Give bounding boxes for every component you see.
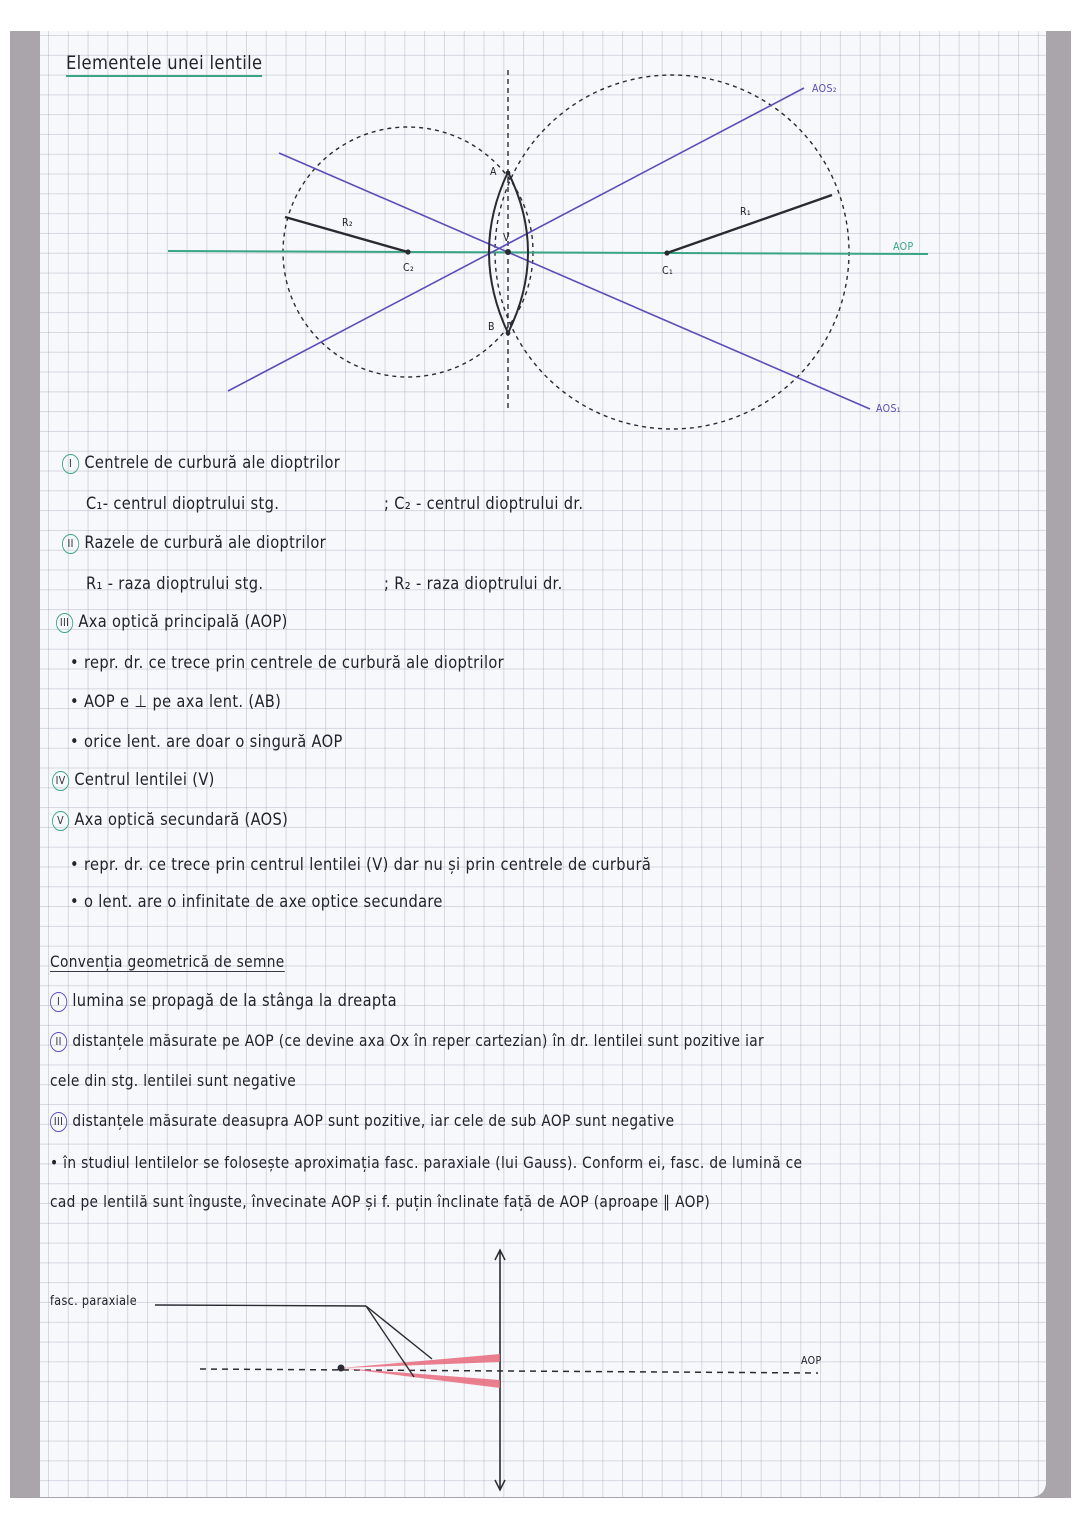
num-badge: IV <box>52 771 69 791</box>
item-text: Razele de curbură ale dioptrilor <box>84 533 326 553</box>
item-text: lumina se propagă de la stânga la dreapta <box>72 991 397 1011</box>
aop-dashed-line <box>200 1369 818 1373</box>
pointer-upper <box>366 1306 432 1359</box>
item-c1: C₁- centrul dioptrului stg. <box>86 494 280 514</box>
convention-ii <box>50 1031 764 1052</box>
page-title-text: Elementele unei lentile <box>66 52 262 77</box>
bullet-aop-3: • orice lent. are doar o singură AOP <box>70 732 343 752</box>
label-r1: R₁ <box>740 205 752 218</box>
item-i <box>62 453 340 474</box>
section-title-sign-convention <box>50 952 285 971</box>
num-badge: V <box>52 811 69 831</box>
item-text: Axa optică principală (AOP) <box>78 612 288 632</box>
bullet-aos-2: • o lent. are o infinitate de axe optice secundare <box>70 892 443 912</box>
convention-ii-cont: cele din stg. lentilei sunt negative <box>50 1071 297 1090</box>
item-text: distanțele măsurate pe AOP (ce devine axa Ox în reper cartezian) în dr. lentilei sunt pozitive iar <box>72 1031 765 1050</box>
label-aos1: AOS₁ <box>876 402 901 415</box>
label-b: B <box>488 320 495 333</box>
section-title-text: Convenția geometrică de semne <box>50 952 285 971</box>
label-aop: AOP <box>893 240 914 253</box>
bullet-aop-1: • repr. dr. ce trece prin centrele de curbură ale dioptrilor <box>70 653 505 673</box>
item-text: Axa optică secundară (AOS) <box>74 810 289 830</box>
point-c1 <box>664 250 669 255</box>
point-b <box>506 331 511 336</box>
item-v <box>52 810 288 831</box>
point-c2 <box>405 249 410 254</box>
num-badge: I <box>62 454 79 474</box>
item-r1: R₁ - raza dioptrului stg. <box>86 574 264 594</box>
item-iii <box>56 612 288 633</box>
num-badge: II <box>62 534 79 554</box>
label-c1: C₁ <box>662 264 674 277</box>
num-badge: III <box>56 613 73 633</box>
radius-r1 <box>667 195 832 253</box>
aop-line <box>168 251 928 254</box>
paraxial-note-cont: cad pe lentilă sunt înguste, învecinate AOP și f. puțin înclinate față de AOP (aproape ∥ AOP) <box>50 1192 711 1211</box>
bullet-aop-2: • AOP e ⊥ pe axa lent. (AB) <box>70 692 282 712</box>
paraxial-beam-upper <box>341 1354 500 1368</box>
item-ii <box>62 533 326 554</box>
num-badge: I <box>50 992 67 1012</box>
item-c2: ; C₂ - centrul dioptrului dr. <box>384 494 584 514</box>
item-text: Centrele de curbură ale dioptrilor <box>84 453 341 473</box>
label-v: V <box>503 231 510 244</box>
paraxial-note: • în studiul lentilelor se folosește aproximația fasc. paraxiale (lui Gauss). Conform ei, fasc. de lumină ce <box>50 1153 803 1172</box>
label-paraxial-beams: fasc. paraxiale <box>50 1294 137 1309</box>
num-badge: III <box>50 1112 67 1132</box>
label-r2: R₂ <box>342 216 354 229</box>
item-text: Centrul lentilei (V) <box>74 770 215 790</box>
label-c2: C₂ <box>403 261 415 274</box>
convention-i <box>50 991 397 1012</box>
point-source <box>338 1365 345 1372</box>
pointer-line <box>155 1305 366 1306</box>
point-a <box>506 171 511 176</box>
aos1-line <box>279 153 870 409</box>
item-r2: ; R₂ - raza dioptrului dr. <box>384 574 563 594</box>
point-v <box>505 249 511 255</box>
aos2-line <box>228 88 804 391</box>
item-text: distanțele măsurate deasupra AOP sunt pozitive, iar cele de sub AOP sunt negative <box>72 1111 675 1130</box>
bullet-aos-1: • repr. dr. ce trece prin centrul lentilei (V) dar nu și prin centrele de curbură <box>70 855 652 875</box>
convention-iii <box>50 1111 674 1132</box>
item-iv <box>52 770 215 791</box>
label-aop-2: AOP <box>801 1354 822 1367</box>
label-a: A <box>490 165 497 178</box>
num-badge: II <box>50 1032 67 1052</box>
label-aos2: AOS₂ <box>812 82 837 95</box>
